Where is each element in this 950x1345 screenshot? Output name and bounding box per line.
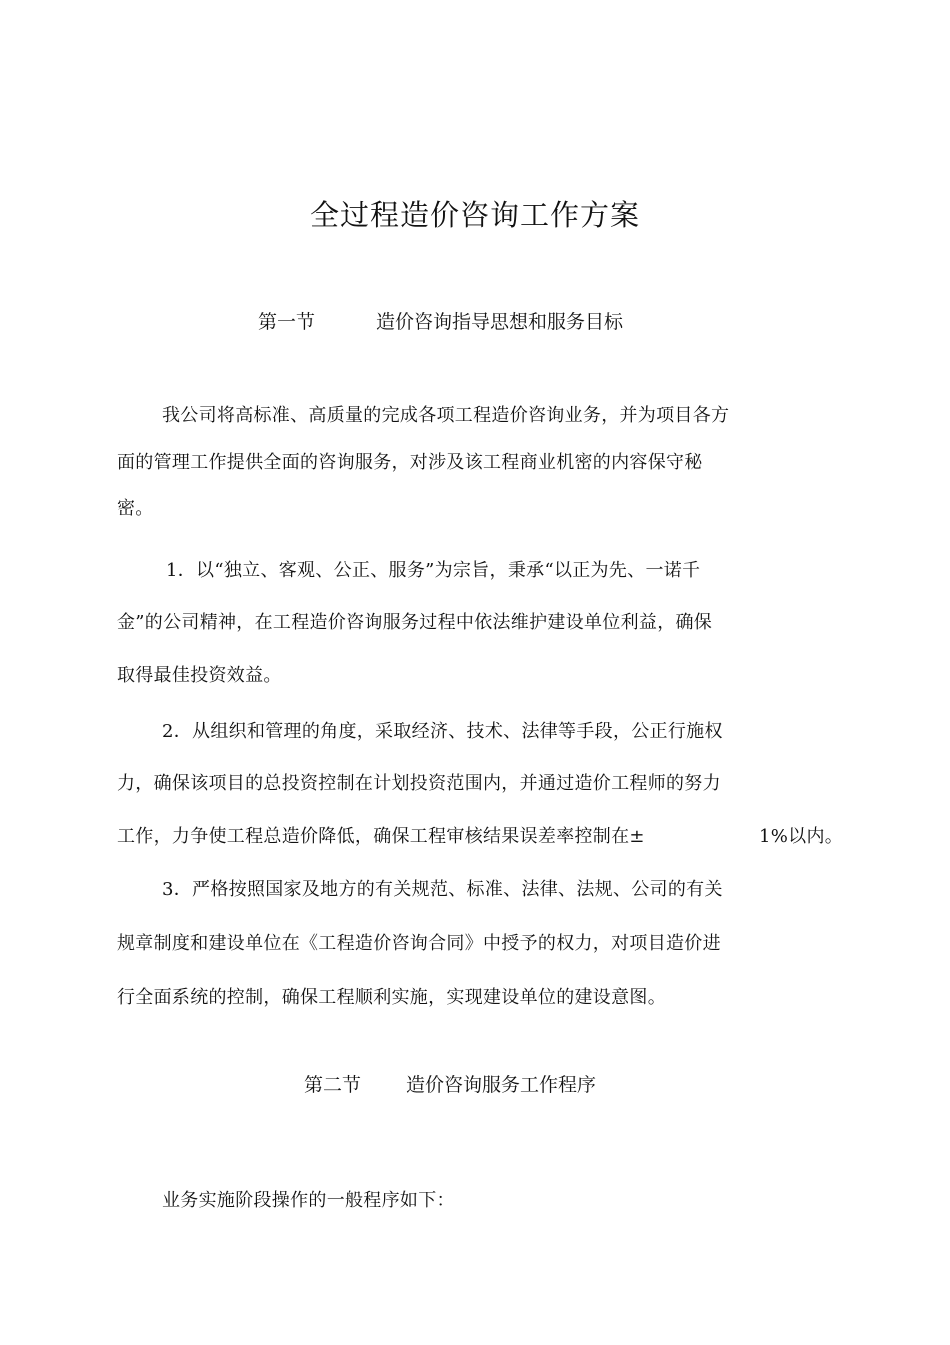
item1-line-2: 金”的公司精神，在工程造价咨询服务过程中依法维护建设单位利益，确保	[117, 612, 713, 633]
item2-line-1: 2．从组织和管理的角度，采取经济、技术、法律等手段，公正行施权	[162, 721, 723, 742]
item2-tail: 1%以内。	[759, 826, 844, 847]
intro-line-3: 密。	[117, 498, 154, 519]
item3-line-1: 3．严格按照国家及地方的有关规范、标准、法律、法规、公司的有关	[162, 879, 723, 900]
item3-line-2: 规章制度和建设单位在《工程造价咨询合同》中授予的权力，对项目造价进	[117, 933, 721, 954]
section2-heading: 造价咨询服务工作程序	[406, 1074, 597, 1096]
item2-line-3: 工作，力争使工程总造价降低，确保工程审核结果误差率控制在±	[117, 826, 645, 847]
section1-heading: 造价咨询指导思想和服务目标	[376, 311, 624, 333]
item1-line-3: 取得最佳投资效益。	[117, 665, 282, 686]
section1-number: 第一节	[258, 311, 316, 333]
document-title: 全过程造价咨询工作方案	[309, 198, 640, 232]
item2-line-2: 力，确保该项目的总投资控制在计划投资范围内，并通过造价工程师的努力	[117, 773, 721, 794]
intro-line-1: 我公司将高标准、高质量的完成各项工程造价咨询业务，并为项目各方	[162, 405, 730, 426]
item3-line-3: 行全面系统的控制，确保工程顺利实施，实现建设单位的建设意图。	[117, 987, 666, 1008]
item1-line-1: 1．以“独立、客观、公正、服务”为宗旨，秉承“以正为先、一诺千	[166, 560, 701, 581]
procedure-intro: 业务实施阶段操作的一般程序如下：	[162, 1190, 455, 1211]
section2-number: 第二节	[304, 1074, 362, 1096]
intro-line-2: 面的管理工作提供全面的咨询服务，对涉及该工程商业机密的内容保守秘	[117, 452, 703, 473]
